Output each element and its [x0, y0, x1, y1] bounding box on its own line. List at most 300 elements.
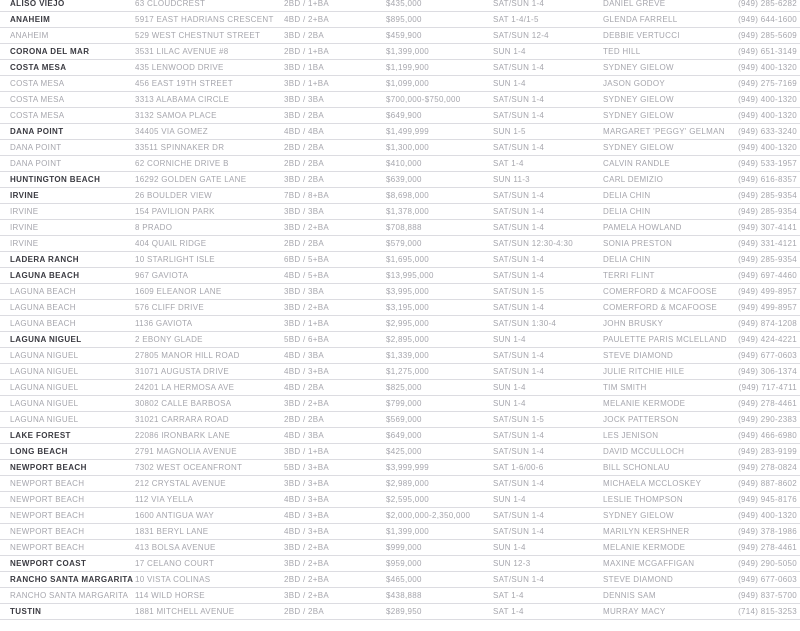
city-cell: LAGUNA NIGUEL	[10, 415, 79, 424]
open-house-time-cell: SAT/SUN 12:30-4:30	[493, 239, 573, 248]
price-cell: $825,000	[386, 383, 422, 392]
price-cell: $435,000	[386, 0, 422, 8]
table-row	[0, 364, 800, 380]
beds-baths-cell: 4BD / 3+BA	[284, 511, 330, 520]
phone-cell: (949) 499-8957	[738, 287, 797, 296]
price-cell: $569,000	[386, 415, 422, 424]
address-cell: 30802 CALLE BARBOSA	[135, 399, 232, 408]
beds-baths-cell: 2BD / 2+BA	[284, 575, 330, 584]
agent-cell: JOCK PATTERSON	[603, 415, 679, 424]
agent-cell: PAMELA HOWLAND	[603, 223, 682, 232]
city-cell: NEWPORT BEACH	[10, 543, 85, 552]
address-cell: 10 VISTA COLINAS	[135, 575, 211, 584]
agent-cell: BILL SCHONLAU	[603, 463, 670, 472]
open-house-time-cell: SAT/SUN 1-4	[493, 351, 545, 360]
price-cell: $700,000-$750,000	[386, 95, 461, 104]
beds-baths-cell: 3BD / 2BA	[284, 111, 325, 120]
price-cell: $895,000	[386, 15, 422, 24]
city-cell: NEWPORT BEACH	[10, 495, 85, 504]
phone-cell: (949) 424-4221	[738, 335, 797, 344]
beds-baths-cell: 3BD / 1+BA	[284, 319, 330, 328]
agent-cell: MURRAY MACY	[603, 607, 666, 616]
agent-cell: SONIA PRESTON	[603, 239, 673, 248]
city-cell: COSTA MESA	[10, 95, 65, 104]
phone-cell: (949) 887-8602	[738, 479, 797, 488]
beds-baths-cell: 7BD / 8+BA	[284, 191, 330, 200]
agent-cell: DEBBIE VERTUCCI	[603, 31, 680, 40]
beds-baths-cell: 2BD / 1+BA	[284, 47, 330, 56]
table-row	[0, 188, 800, 204]
price-cell: $465,000	[386, 575, 422, 584]
beds-baths-cell: 6BD / 5+BA	[284, 255, 330, 264]
city-cell: DANA POINT	[10, 143, 62, 152]
open-house-time-cell: SUN 12-3	[493, 559, 531, 568]
city-cell: ALISO VIEJO	[10, 0, 65, 8]
agent-cell: MARGARET 'PEGGY' GELMAN	[603, 127, 725, 136]
city-cell: IRVINE	[10, 223, 39, 232]
agent-cell: SYDNEY GIELOW	[603, 95, 674, 104]
phone-cell: (949) 285-6282	[738, 0, 797, 8]
city-cell: COSTA MESA	[10, 63, 67, 72]
city-cell: IRVINE	[10, 191, 39, 200]
table-row	[0, 0, 800, 12]
address-cell: 63 CLOUDCREST	[135, 0, 206, 8]
city-cell: RANCHO SANTA MARGARITA	[10, 591, 129, 600]
agent-cell: MELANIE KERMODE	[603, 543, 686, 552]
phone-cell: (949) 307-4141	[738, 223, 797, 232]
city-cell: CORONA DEL MAR	[10, 47, 90, 56]
price-cell: $2,995,000	[386, 319, 430, 328]
table-row	[0, 108, 800, 124]
open-house-time-cell: SAT/SUN 1:30-4	[493, 319, 557, 328]
table-row	[0, 348, 800, 364]
table-row	[0, 572, 800, 588]
phone-cell: (949) 677-0603	[738, 351, 797, 360]
agent-cell: CALVIN RANDLE	[603, 159, 670, 168]
beds-baths-cell: 3BD / 2BA	[284, 31, 325, 40]
beds-baths-cell: 4BD / 2+BA	[284, 15, 330, 24]
table-row	[0, 220, 800, 236]
phone-cell: (949) 466-6980	[738, 431, 797, 440]
address-cell: 1831 BERYL LANE	[135, 527, 209, 536]
city-cell: LAGUNA BEACH	[10, 303, 76, 312]
address-cell: 16292 GOLDEN GATE LANE	[135, 175, 247, 184]
address-cell: 62 CORNICHE DRIVE B	[135, 159, 229, 168]
agent-cell: DAVID MCCULLOCH	[603, 447, 685, 456]
price-cell: $649,000	[386, 431, 422, 440]
address-cell: 17 CELANO COURT	[135, 559, 215, 568]
beds-baths-cell: 5BD / 6+BA	[284, 335, 330, 344]
phone-cell: (949) 306-1374	[738, 367, 797, 376]
address-cell: 7302 WEST OCEANFRONT	[135, 463, 243, 472]
open-house-time-cell: SAT 1-6/00-6	[493, 463, 544, 472]
beds-baths-cell: 3BD / 2+BA	[284, 543, 330, 552]
address-cell: 3313 ALABAMA CIRCLE	[135, 95, 230, 104]
price-cell: $438,888	[386, 591, 422, 600]
beds-baths-cell: 2BD / 1+BA	[284, 0, 330, 8]
beds-baths-cell: 3BD / 2+BA	[284, 303, 330, 312]
open-house-time-cell: SAT/SUN 1-4	[493, 255, 545, 264]
price-cell: $1,378,000	[386, 207, 430, 216]
open-house-time-cell: SUN 1-5	[493, 127, 526, 136]
price-cell: $459,900	[386, 31, 422, 40]
address-cell: 529 WEST CHESTNUT STREET	[135, 31, 261, 40]
city-cell: LAGUNA BEACH	[10, 287, 76, 296]
phone-cell: (949) 533-1957	[738, 159, 797, 168]
table-row	[0, 124, 800, 140]
city-cell: NEWPORT BEACH	[10, 479, 85, 488]
open-house-time-cell: SAT/SUN 1-4	[493, 303, 545, 312]
table-row	[0, 588, 800, 604]
open-house-time-cell: SAT/SUN 1-4	[493, 431, 545, 440]
table-row	[0, 156, 800, 172]
address-cell: 2 EBONY GLADE	[135, 335, 203, 344]
address-cell: 114 WILD HORSE	[135, 591, 205, 600]
open-house-time-cell: SAT 1-4	[493, 159, 524, 168]
price-cell: $410,000	[386, 159, 422, 168]
agent-cell: SYDNEY GIELOW	[603, 511, 674, 520]
agent-cell: MICHAELA MCCLOSKEY	[603, 479, 702, 488]
address-cell: 27805 MANOR HILL ROAD	[135, 351, 240, 360]
phone-cell: (949) 717-4711	[738, 383, 797, 392]
phone-cell: (949) 278-4461	[738, 399, 797, 408]
table-row	[0, 28, 800, 44]
agent-cell: CARL DEMIZIO	[603, 175, 664, 184]
table-row	[0, 316, 800, 332]
phone-cell: (949) 290-5050	[738, 559, 797, 568]
beds-baths-cell: 4BD / 3BA	[284, 351, 325, 360]
phone-cell: (949) 633-3240	[738, 127, 797, 136]
city-cell: ANAHEIM	[10, 31, 49, 40]
price-cell: $425,000	[386, 447, 422, 456]
city-cell: LAGUNA BEACH	[10, 319, 76, 328]
beds-baths-cell: 2BD / 2BA	[284, 607, 325, 616]
city-cell: NEWPORT BEACH	[10, 527, 85, 536]
phone-cell: (949) 285-9354	[738, 191, 797, 200]
beds-baths-cell: 3BD / 1+BA	[284, 447, 330, 456]
beds-baths-cell: 3BD / 2BA	[284, 175, 325, 184]
phone-cell: (949) 331-4121	[738, 239, 797, 248]
beds-baths-cell: 4BD / 5+BA	[284, 271, 330, 280]
beds-baths-cell: 5BD / 3+BA	[284, 463, 330, 472]
agent-cell: TIM SMITH	[603, 383, 647, 392]
beds-baths-cell: 2BD / 2BA	[284, 415, 325, 424]
phone-cell: (949) 651-3149	[738, 47, 797, 56]
price-cell: $2,895,000	[386, 335, 430, 344]
agent-cell: DELIA CHIN	[603, 191, 651, 200]
phone-cell: (949) 616-8357	[738, 175, 797, 184]
agent-cell: TED HILL	[603, 47, 641, 56]
open-house-time-cell: SAT 1-4/1-5	[493, 15, 539, 24]
city-cell: LONG BEACH	[10, 447, 68, 456]
open-house-time-cell: SUN 1-4	[493, 47, 526, 56]
open-house-time-cell: SUN 1-4	[493, 495, 526, 504]
phone-cell: (949) 285-9354	[738, 207, 797, 216]
agent-cell: COMERFORD & MCAFOOSE	[603, 287, 718, 296]
price-cell: $1,275,000	[386, 367, 430, 376]
table-row	[0, 428, 800, 444]
city-cell: COSTA MESA	[10, 111, 65, 120]
open-house-time-cell: SAT/SUN 1-4	[493, 63, 545, 72]
table-row	[0, 12, 800, 28]
open-house-time-cell: SUN 1-4	[493, 79, 526, 88]
table-row	[0, 540, 800, 556]
price-cell: $2,000,000-2,350,000	[386, 511, 471, 520]
price-cell: $13,995,000	[386, 271, 434, 280]
open-house-time-cell: SAT/SUN 1-4	[493, 575, 545, 584]
table-row	[0, 604, 800, 620]
phone-cell: (949) 378-1986	[738, 527, 797, 536]
price-cell: $2,989,000	[386, 479, 430, 488]
phone-cell: (949) 499-8957	[738, 303, 797, 312]
phone-cell: (949) 285-9354	[738, 255, 797, 264]
open-house-time-cell: SAT/SUN 1-5	[493, 415, 545, 424]
agent-cell: MAXINE MCGAFFIGAN	[603, 559, 695, 568]
agent-cell: MELANIE KERMODE	[603, 399, 686, 408]
city-cell: HUNTINGTON BEACH	[10, 175, 101, 184]
open-house-time-cell: SAT/SUN 1-4	[493, 479, 545, 488]
beds-baths-cell: 2BD / 2BA	[284, 143, 325, 152]
address-cell: 8 PRADO	[135, 223, 173, 232]
open-house-time-cell: SAT/SUN 1-4	[493, 95, 545, 104]
address-cell: 1136 GAVIOTA	[135, 319, 193, 328]
address-cell: 31021 CARRARA ROAD	[135, 415, 229, 424]
price-cell: $579,000	[386, 239, 422, 248]
city-cell: LAGUNA NIGUEL	[10, 383, 79, 392]
phone-cell: (714) 815-3253	[738, 607, 797, 616]
table-row	[0, 204, 800, 220]
agent-cell: SYDNEY GIELOW	[603, 63, 674, 72]
price-cell: $3,995,000	[386, 287, 430, 296]
address-cell: 576 CLIFF DRIVE	[135, 303, 204, 312]
city-cell: NEWPORT BEACH	[10, 463, 87, 472]
open-house-time-cell: SAT 1-4	[493, 607, 524, 616]
table-row	[0, 492, 800, 508]
open-house-time-cell: SAT/SUN 1-4	[493, 223, 545, 232]
agent-cell: JASON GODOY	[603, 79, 665, 88]
table-row	[0, 140, 800, 156]
price-cell: $8,698,000	[386, 191, 430, 200]
price-cell: $3,999,999	[386, 463, 430, 472]
city-cell: COSTA MESA	[10, 79, 65, 88]
open-house-time-cell: SAT/SUN 1-4	[493, 527, 545, 536]
open-house-time-cell: SAT/SUN 1-4	[493, 111, 545, 120]
table-row	[0, 300, 800, 316]
agent-cell: LESLIE THOMPSON	[603, 495, 683, 504]
price-cell: $649,900	[386, 111, 422, 120]
phone-cell: (949) 285-5609	[738, 31, 797, 40]
table-row	[0, 412, 800, 428]
price-cell: $289,950	[386, 607, 422, 616]
open-house-time-cell: SUN 1-4	[493, 543, 526, 552]
open-house-time-cell: SAT/SUN 1-4	[493, 0, 545, 8]
address-cell: 435 LENWOOD DRIVE	[135, 63, 224, 72]
price-cell: $1,399,000	[386, 47, 430, 56]
address-cell: 31071 AUGUSTA DRIVE	[135, 367, 230, 376]
address-cell: 456 EAST 19TH STREET	[135, 79, 233, 88]
table-row	[0, 60, 800, 76]
phone-cell: (949) 275-7169	[738, 79, 797, 88]
beds-baths-cell: 4BD / 2BA	[284, 383, 325, 392]
agent-cell: COMERFORD & MCAFOOSE	[603, 303, 718, 312]
beds-baths-cell: 3BD / 2+BA	[284, 399, 330, 408]
address-cell: 1881 MITCHELL AVENUE	[135, 607, 235, 616]
phone-cell: (949) 278-4461	[738, 543, 797, 552]
open-house-time-cell: SAT/SUN 1-4	[493, 191, 545, 200]
table-row	[0, 444, 800, 460]
open-house-time-cell: SAT/SUN 1-4	[493, 367, 545, 376]
table-row	[0, 76, 800, 92]
address-cell: 34405 VIA GOMEZ	[135, 127, 208, 136]
beds-baths-cell: 3BD / 1+BA	[284, 79, 330, 88]
open-house-time-cell: SAT/SUN 1-4	[493, 143, 545, 152]
phone-cell: (949) 400-1320	[738, 143, 797, 152]
table-row	[0, 44, 800, 60]
city-cell: IRVINE	[10, 239, 39, 248]
address-cell: 10 STARLIGHT ISLE	[135, 255, 215, 264]
address-cell: 967 GAVIOTA	[135, 271, 189, 280]
phone-cell: (949) 400-1320	[738, 111, 797, 120]
table-row	[0, 172, 800, 188]
open-house-time-cell: SAT/SUN 1-4	[493, 207, 545, 216]
table-row	[0, 396, 800, 412]
city-cell: LAGUNA BEACH	[10, 271, 80, 280]
address-cell: 24201 LA HERMOSA AVE	[135, 383, 235, 392]
agent-cell: JULIE RITCHIE HILE	[603, 367, 685, 376]
price-cell: $708,888	[386, 223, 422, 232]
address-cell: 1600 ANTIGUA WAY	[135, 511, 215, 520]
open-house-time-cell: SUN 1-4	[493, 399, 526, 408]
address-cell: 154 PAVILION PARK	[135, 207, 215, 216]
city-cell: LAGUNA NIGUEL	[10, 351, 79, 360]
agent-cell: DELIA CHIN	[603, 255, 651, 264]
phone-cell: (949) 400-1320	[738, 95, 797, 104]
beds-baths-cell: 3BD / 3BA	[284, 95, 325, 104]
beds-baths-cell: 3BD / 3BA	[284, 207, 325, 216]
open-house-time-cell: SAT/SUN 12-4	[493, 31, 549, 40]
beds-baths-cell: 4BD / 4BA	[284, 127, 325, 136]
agent-cell: TERRI FLINT	[603, 271, 655, 280]
open-house-time-cell: SAT/SUN 1-5	[493, 287, 545, 296]
phone-cell: (949) 677-0603	[738, 575, 797, 584]
price-cell: $799,000	[386, 399, 422, 408]
open-house-time-cell: SAT/SUN 1-4	[493, 271, 545, 280]
table-row	[0, 236, 800, 252]
agent-cell: DELIA CHIN	[603, 207, 651, 216]
agent-cell: STEVE DIAMOND	[603, 351, 674, 360]
city-cell: ANAHEIM	[10, 15, 51, 24]
beds-baths-cell: 2BD / 2BA	[284, 239, 325, 248]
city-cell: IRVINE	[10, 207, 39, 216]
table-row	[0, 268, 800, 284]
beds-baths-cell: 3BD / 2+BA	[284, 223, 330, 232]
beds-baths-cell: 4BD / 3BA	[284, 431, 325, 440]
address-cell: 22086 IRONBARK LANE	[135, 431, 231, 440]
beds-baths-cell: 3BD / 3BA	[284, 287, 325, 296]
open-house-time-cell: SAT/SUN 1-4	[493, 511, 545, 520]
city-cell: LAGUNA NIGUEL	[10, 335, 82, 344]
phone-cell: (949) 278-0824	[738, 463, 797, 472]
table-row	[0, 284, 800, 300]
agent-cell: MARILYN KERSHNER	[603, 527, 690, 536]
beds-baths-cell: 3BD / 1BA	[284, 63, 325, 72]
city-cell: NEWPORT COAST	[10, 559, 87, 568]
table-row	[0, 508, 800, 524]
price-cell: $1,695,000	[386, 255, 430, 264]
city-cell: TUSTIN	[10, 607, 42, 616]
table-row	[0, 460, 800, 476]
open-house-time-cell: SUN 1-4	[493, 335, 526, 344]
agent-cell: SYDNEY GIELOW	[603, 111, 674, 120]
city-cell: LAGUNA NIGUEL	[10, 367, 79, 376]
open-house-time-cell: SAT/SUN 1-4	[493, 447, 545, 456]
open-house-time-cell: SUN 11-3	[493, 175, 530, 184]
table-row	[0, 476, 800, 492]
address-cell: 26 BOULDER VIEW	[135, 191, 212, 200]
price-cell: $999,000	[386, 543, 422, 552]
price-cell: $1,399,000	[386, 527, 430, 536]
price-cell: $3,195,000	[386, 303, 430, 312]
table-row	[0, 252, 800, 268]
phone-cell: (949) 644-1600	[738, 15, 797, 24]
address-cell: 5917 EAST HADRIANS CRESCENT	[135, 15, 274, 24]
agent-cell: LES JENISON	[603, 431, 659, 440]
phone-cell: (949) 290-2383	[738, 415, 797, 424]
price-cell: $1,199,900	[386, 63, 430, 72]
price-cell: $2,595,000	[386, 495, 430, 504]
price-cell: $1,339,000	[386, 351, 430, 360]
beds-baths-cell: 2BD / 2BA	[284, 159, 325, 168]
city-cell: LADERA RANCH	[10, 255, 79, 264]
address-cell: 3132 SAMOA PLACE	[135, 111, 217, 120]
address-cell: 2791 MAGNOLIA AVENUE	[135, 447, 237, 456]
agent-cell: JOHN BRUSKY	[603, 319, 664, 328]
table-row	[0, 380, 800, 396]
table-row	[0, 524, 800, 540]
address-cell: 413 BOLSA AVENUE	[135, 543, 216, 552]
city-cell: RANCHO SANTA MARGARITA	[10, 575, 134, 584]
price-cell: $1,099,000	[386, 79, 430, 88]
agent-cell: STEVE DIAMOND	[603, 575, 674, 584]
phone-cell: (949) 945-8176	[738, 495, 797, 504]
phone-cell: (949) 400-1320	[738, 511, 797, 520]
beds-baths-cell: 3BD / 2+BA	[284, 591, 330, 600]
phone-cell: (949) 283-9199	[738, 447, 797, 456]
open-house-time-cell: SUN 1-4	[493, 383, 526, 392]
beds-baths-cell: 3BD / 3+BA	[284, 479, 330, 488]
address-cell: 1609 ELEANOR LANE	[135, 287, 222, 296]
table-row	[0, 92, 800, 108]
address-cell: 3531 LILAC AVENUE #8	[135, 47, 229, 56]
open-house-time-cell: SAT 1-4	[493, 591, 524, 600]
price-cell: $639,000	[386, 175, 422, 184]
price-cell: $959,000	[386, 559, 422, 568]
address-cell: 404 QUAIL RIDGE	[135, 239, 207, 248]
table-row	[0, 556, 800, 572]
agent-cell: SYDNEY GIELOW	[603, 143, 674, 152]
city-cell: DANA POINT	[10, 127, 64, 136]
price-cell: $1,499,999	[386, 127, 430, 136]
beds-baths-cell: 4BD / 3+BA	[284, 527, 330, 536]
address-cell: 112 VIA YELLA	[135, 495, 194, 504]
address-cell: 212 CRYSTAL AVENUE	[135, 479, 226, 488]
beds-baths-cell: 4BD / 3+BA	[284, 367, 330, 376]
phone-cell: (949) 837-5700	[738, 591, 797, 600]
price-cell: $1,300,000	[386, 143, 430, 152]
agent-cell: DANIEL GREVE	[603, 0, 666, 8]
beds-baths-cell: 3BD / 2+BA	[284, 559, 330, 568]
phone-cell: (949) 400-1320	[738, 63, 797, 72]
